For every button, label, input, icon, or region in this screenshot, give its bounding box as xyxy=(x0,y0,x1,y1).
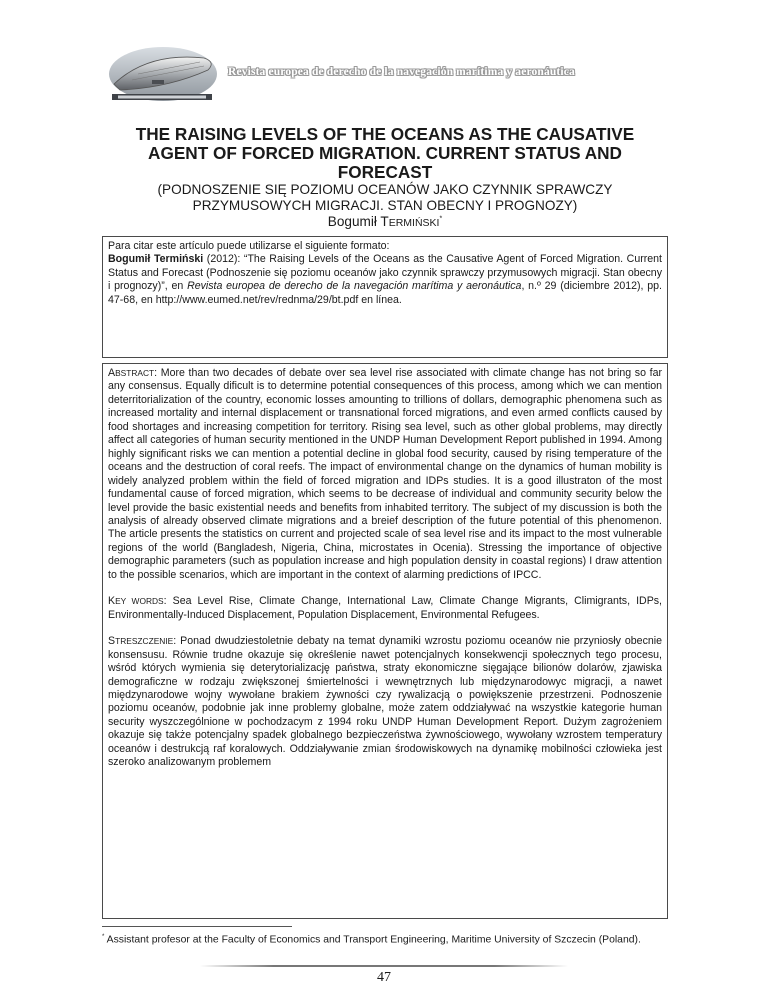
abstract-label: ABSTRACT: xyxy=(108,367,161,379)
footnote-marker: * xyxy=(439,215,443,223)
title-line: FORECAST xyxy=(337,162,433,182)
keywords-paragraph xyxy=(108,595,662,622)
title-line: THE RAISING LEVELS OF THE OCEANS AS THE CAUSATIVE xyxy=(135,124,635,144)
article-title xyxy=(100,125,670,182)
footnote xyxy=(102,931,668,946)
abstract-text: More than two decades of debate over sea level rise associated with climate change has not bring so far any consensus. Equally dificult is to determine potential consequences of this process, among which we can mention deterritorialization of the country, economic losses amounting to trillions of dollars, demographic phenomena such as increased mortality and internal displacement or transnational forced migrations, and even armed conflicts caused by food shortages and increasing competition for territory. Rising sea level, such as other global problems, may directly affect all categories of human security mentioned in the UNDP Human Development Report published in 1994. Among highly significant risks we can mention a potential decline in global food security, caused by rising temperature of the oceans and the destruction of coral reefs. The impact of environmental change on the dynamics of human mobility is widely analyzed problem within the field of forced migration and IDPs studies. It is a good illustraton of the most fundamental cause of forced migration, which seems to be decrease of individual and community security below the level provide the basic existential needs and benefits from inhabited territory. The subject of my discussion is both the analysis of already observed climate migrations and a breief description of the future potential of this phenomenon. The article presents the statistics on current and projected scale of sea level rise and its impact to the most vulnerable regions of the world (Bangladesh, Nigeria, China, microstates in Ocenia). Stressing the importance of objective demographic parameters (such as population increase and high population density in coastal regions) I draw attention to the possible scenarios, which are important in the context of alarming predictions of IPCC. xyxy=(108,367,662,581)
keywords-label: KEY WORDS: xyxy=(108,595,173,608)
page-number: 47 xyxy=(377,970,391,985)
journal-header xyxy=(108,44,678,102)
subtitle-line: (PODNOSZENIE SIĘ POZIOMU OCEANÓW JAKO CZYNNIK SPRAWCZY xyxy=(157,182,613,197)
footnote-marker: * xyxy=(102,934,105,940)
footnote-text: Assistant profesor at the Faculty of Economics and Transport Engineering, Maritime University of Szczecin (Poland). xyxy=(104,934,641,946)
article-subtitle xyxy=(100,182,670,214)
author-name: Bogumił TERMIŃSKI* xyxy=(327,214,443,229)
subtitle-line: PRZYMUSOWYCH MIGRACJI. STAN OBECNY I PROGNOZY) xyxy=(192,198,578,213)
title-line: AGENT OF FORCED MIGRATION. CURRENT STATUS AND xyxy=(148,143,622,163)
citation-box xyxy=(102,236,668,358)
streszczenie-label: STRESZCZENIE: xyxy=(108,635,181,648)
airship-logo-icon xyxy=(108,44,218,102)
journal-title: Revista europea de derecho de la navegación marítima y aeronáutica xyxy=(228,66,575,78)
citation-text: Bogumił Termiński (2012): “The Raising Levels of the Oceans as the Causative Agent of Forced Migration. Current Status and Forecast (Podnoszenie się poziomu oceanów jako czynnik sprawczy przymusowych migracji. Stan obecny i prognozy)”, en Revista europea de derecho de la navegación marítima y aeronáutica, n.º 29 (diciembre 2012), pp. 47-68, en http://www.eumed.net/rev/rednma/29/bt.pdf en línea. xyxy=(108,253,662,306)
citation-intro: Para citar este artículo puede utilizarse el siguiente formato: xyxy=(108,240,390,252)
streszczenie-paragraph xyxy=(108,635,662,770)
abstract-paragraph xyxy=(108,367,662,582)
page-divider xyxy=(200,965,568,967)
citation-author: Bogumił Termiński xyxy=(108,253,204,266)
citation-journal: Revista europea de derecho de la navegación marítima y aeronáutica xyxy=(187,280,522,293)
keywords-text: Sea Level Rise, Climate Change, International Law, Climate Change Migrants, Climigrants, IDPs, Environmentally-Induced Displacement, Population Displacement, Environmental Refugees. xyxy=(108,595,662,621)
footnote-divider xyxy=(102,926,292,927)
abstract-box xyxy=(102,363,668,919)
streszczenie-text: Ponad dwudziestoletnie debaty na temat dynamiki wzrostu poziomu oceanów nie przyniosły obecnie konsensusu. Równie trudne okazuje się określenie nawet potencjalnych konsekwencji społecznych tego procesu, wśród których wymienia się deterytorializację państwa, straty ekonomiczne sięgające bilionów dolarów, zjawiska demograficzne w rodzaju zwiększonej śmiertelności i wewnętrznych lub międzynarodowyc migracji, a nawet międzynarodowe wojny wywołane brakiem żywności czy rywalizacją o powiększenie przestrzeni. Podnoszenie poziomu oceanów, podobnie jak inne problemy globalne, może zatem oddziaływać na wszystkie kategorie human security wyszczególnione w pochodzacym z 1994 roku UNDP Human Development Report. Dużym zagrożeniem okazuje się także potencjalny spadek globalnego bezpieczeństwa żywnościowego, wywołany wzrostem temperatury oceanów i destrukcją raf koralowych. Oddziaływanie zmian środowiskowych na dynamikę mobilności człowieka jest szeroko analizowanym problemem xyxy=(108,635,662,769)
